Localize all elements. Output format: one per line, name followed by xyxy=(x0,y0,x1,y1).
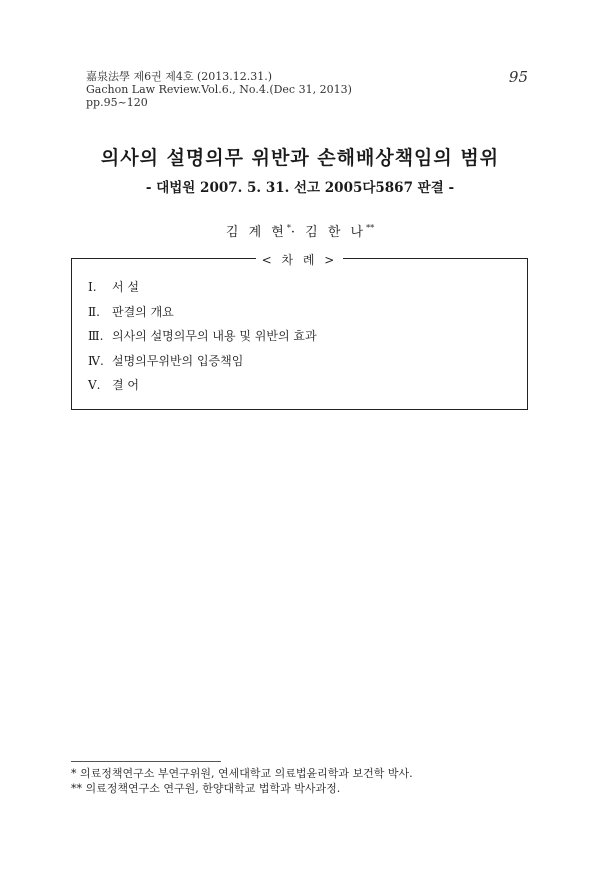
author-2: 김 한 나 xyxy=(305,225,367,240)
journal-citation-english: Gachon Law Review.Vol.6., No.4.(Dec 31, 2013) xyxy=(86,83,352,96)
toc-item-label: 의사의 설명의무의 내용 및 위반의 효과 xyxy=(112,329,317,343)
toc-item xyxy=(88,275,317,300)
toc-item xyxy=(88,373,317,398)
page-number: 95 xyxy=(508,68,528,86)
author-2-footnote-mark: ** xyxy=(366,223,375,233)
journal-citation-korean: 嘉泉法學 제6권 제4호 (2013.12.31.) xyxy=(86,70,273,83)
toc-heading: < 차 례 > xyxy=(256,253,344,267)
toc-item-number: Ⅲ. xyxy=(88,329,104,343)
toc-item xyxy=(88,300,317,325)
toc-list xyxy=(88,275,317,398)
article-title: 의사의 설명의무 위반과 손해배상책임의 범위 xyxy=(100,147,500,169)
toc-item-label: 서 설 xyxy=(112,280,139,294)
author-1: 김 계 현 xyxy=(225,225,287,240)
author-line xyxy=(0,221,600,240)
toc-item-number: Ⅴ. xyxy=(88,378,101,392)
footnote-1-text: 의료정책연구소 부연구위원, 연세대학교 의료법윤리학과 보건학 박사. xyxy=(80,767,413,780)
toc-item-number: Ⅳ. xyxy=(88,353,104,368)
toc-item-number: Ⅰ. xyxy=(88,280,97,294)
toc-item-label: 판결의 개요 xyxy=(112,304,174,319)
footnote-2-text: 의료정책연구소 연구원, 한양대학교 법학과 박사과정. xyxy=(85,782,341,795)
table-of-contents xyxy=(71,253,528,410)
toc-item-label: 결 어 xyxy=(112,378,139,392)
footnotes xyxy=(71,766,413,796)
toc-item-number: Ⅱ. xyxy=(88,304,100,319)
page-range: pp.95~120 xyxy=(86,96,148,109)
toc-item-label: 설명의무위반의 입증책임 xyxy=(112,353,244,368)
author-separator: · xyxy=(290,225,298,240)
journal-header xyxy=(86,70,352,109)
footnote-1 xyxy=(71,766,413,781)
toc-item xyxy=(88,349,317,374)
footnote-divider xyxy=(71,761,221,762)
article-subtitle: - 대법원 2007. 5. 31. 선고 2005다5867 판결 - xyxy=(145,180,455,196)
footnote-2 xyxy=(71,781,413,796)
footnote-2-mark: ** xyxy=(71,782,82,795)
author-1-footnote-mark: * xyxy=(286,223,291,233)
toc-item xyxy=(88,324,317,349)
footnote-1-mark: * xyxy=(71,767,77,780)
